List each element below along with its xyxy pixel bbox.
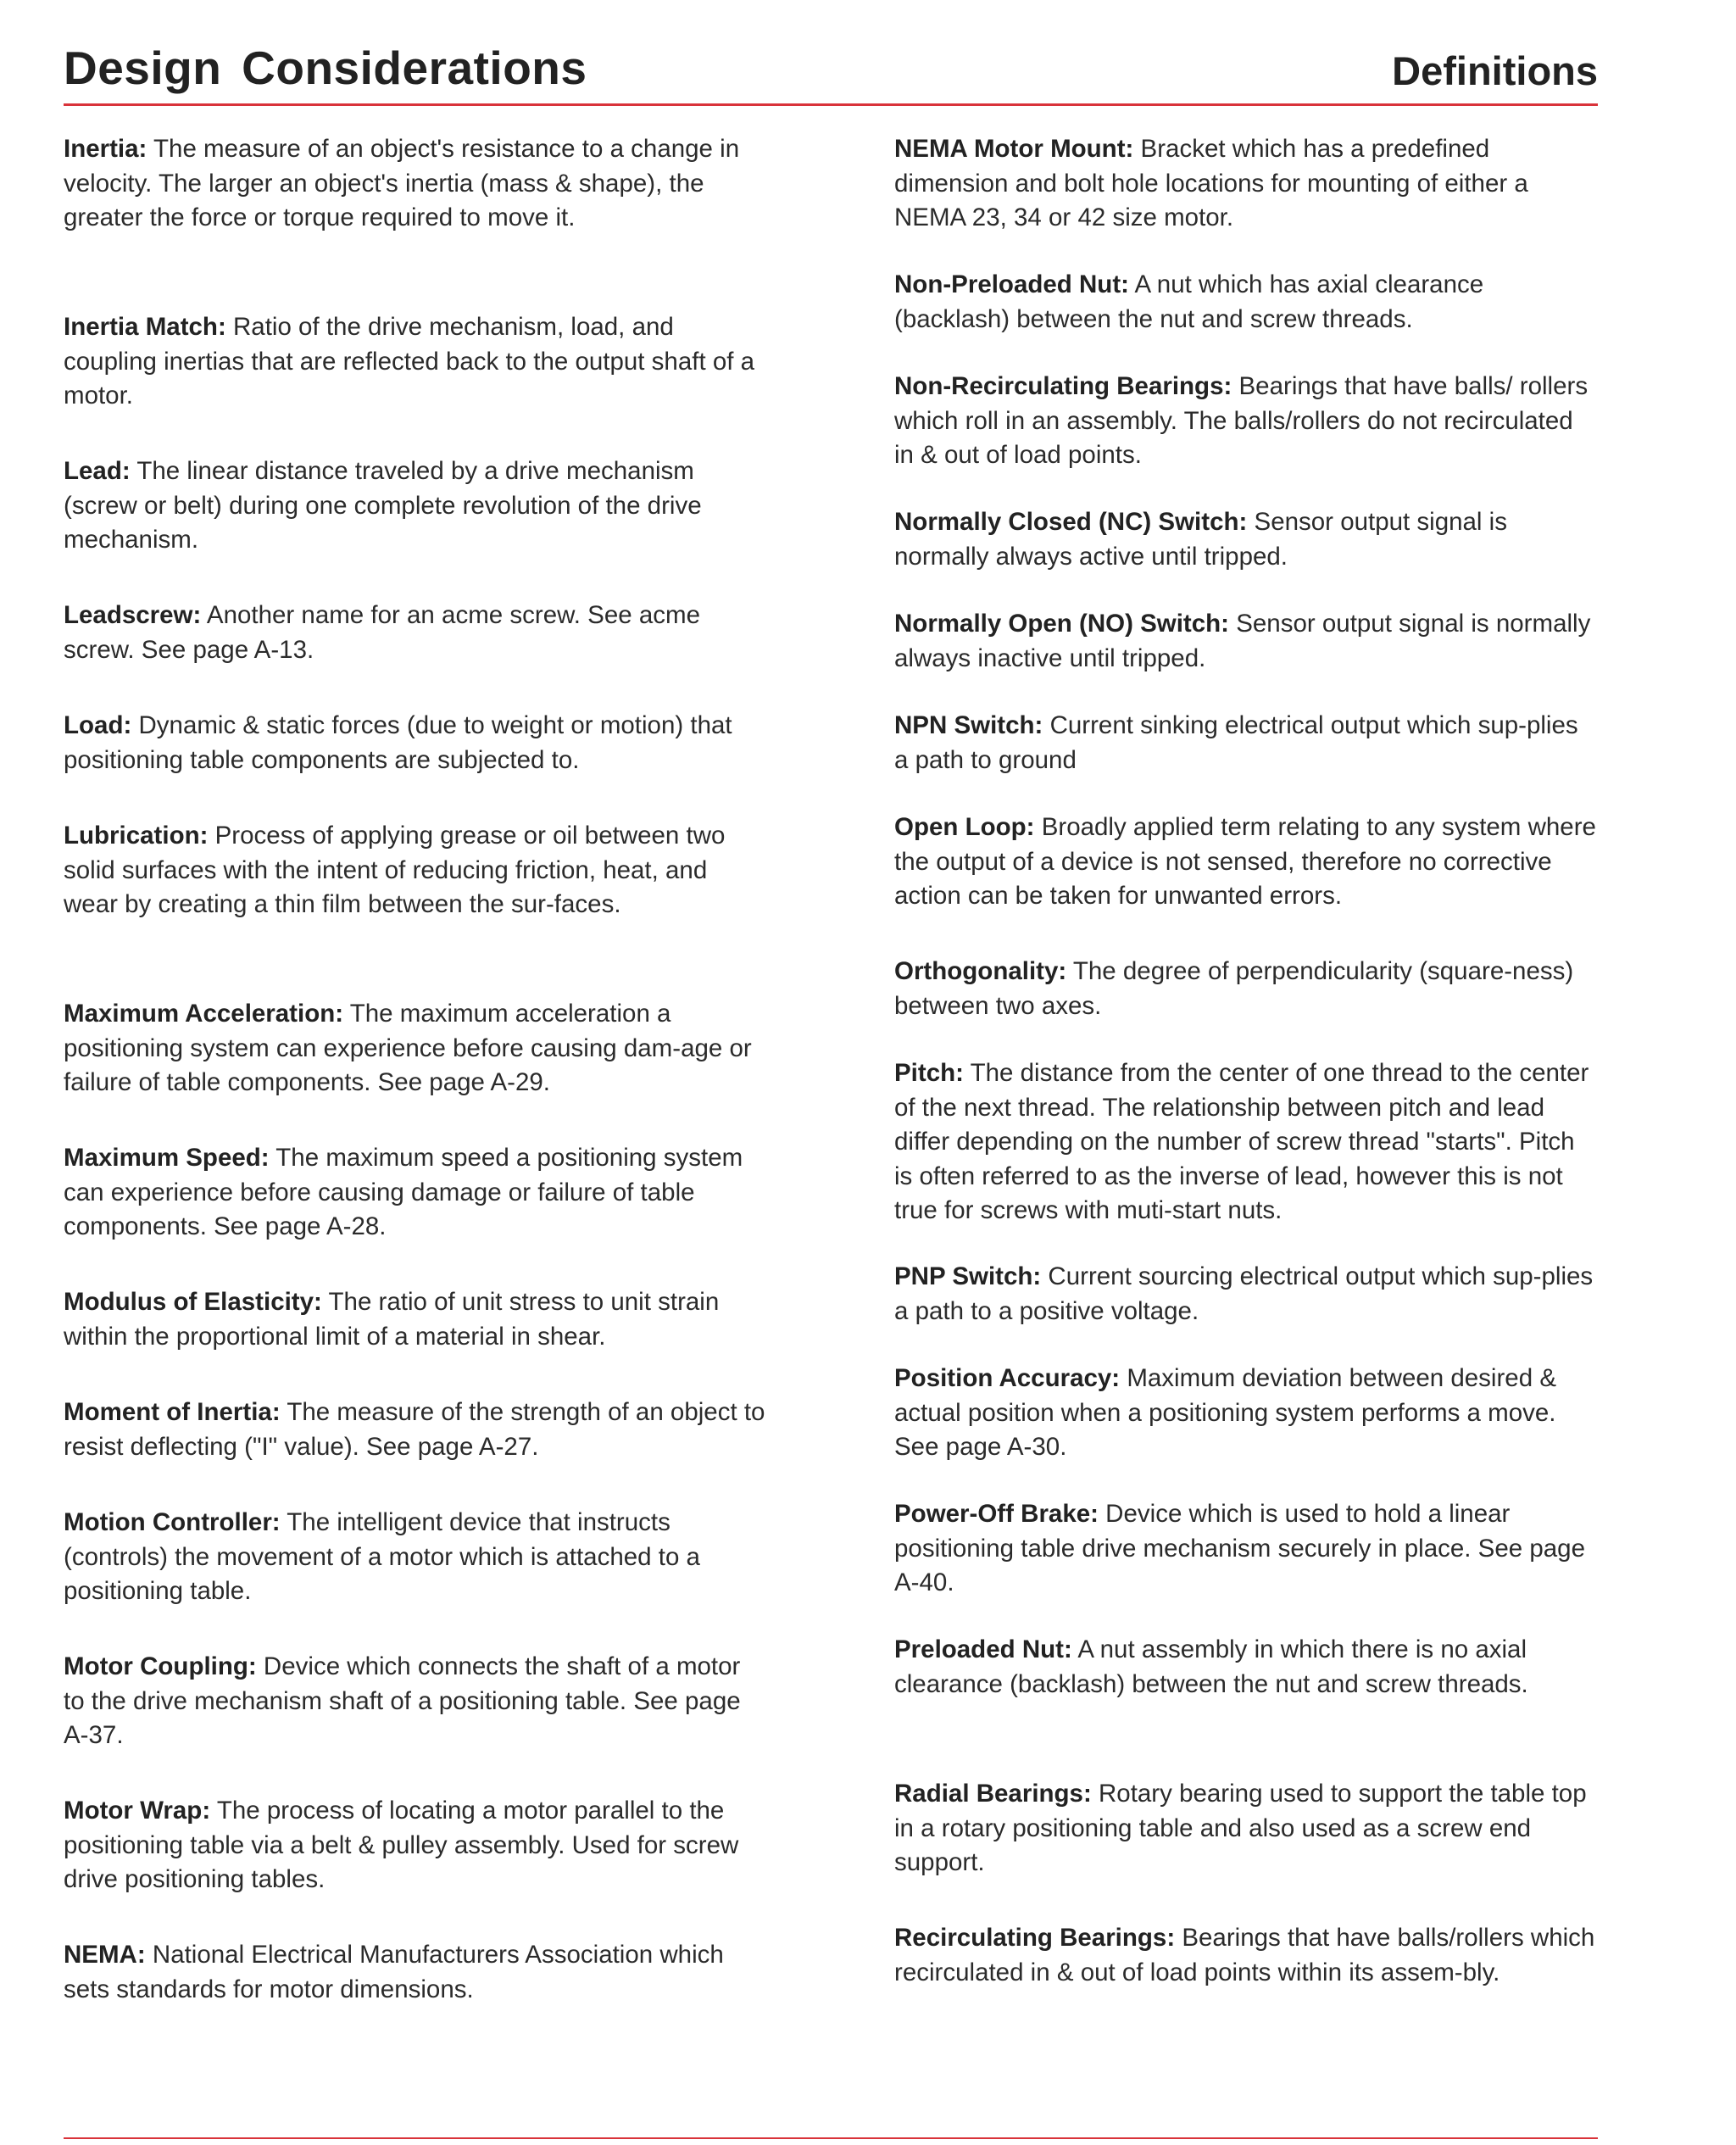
definition-term: Recirculating Bearings: xyxy=(894,1924,1176,1952)
definition-entry xyxy=(64,1141,767,1245)
definition-entry xyxy=(64,310,767,414)
definition-text: Maximum deviation between desired & actual position when a positioning system performs a move. See page A-30. xyxy=(894,1364,1556,1461)
definition-entry xyxy=(64,709,767,777)
definition-text: Bracket which has a predefined dimension and bolt hole locations for mounting of either a NEMA 23, 34 or 42 size motor. xyxy=(894,135,1528,231)
definition-text: Device which connects the shaft of a motor to the drive mechanism shaft of a positioning table. See page A-37. xyxy=(64,1652,741,1749)
page-title: Design Considerations xyxy=(64,42,587,94)
definition-term: Maximum Speed: xyxy=(64,1144,270,1172)
definition-entry xyxy=(64,1396,767,1464)
definition-entry xyxy=(894,1633,1598,1702)
definition-entry xyxy=(894,132,1598,236)
definition-entry xyxy=(894,1497,1598,1601)
definition-text: Sensor output signal is normally always inactive until tripped. xyxy=(894,610,1591,672)
definition-term: Preloaded Nut: xyxy=(894,1635,1072,1663)
definition-text: Process of applying grease or oil between two solid surfaces with the intent of reducing friction, heat, and wear by creating a thin film between the sur-faces. xyxy=(64,822,726,918)
definition-term: Normally Open (NO) Switch: xyxy=(894,610,1230,638)
definition-entry xyxy=(894,1260,1598,1329)
definition-entry xyxy=(64,819,767,922)
definition-entry xyxy=(894,607,1598,676)
footer-divider xyxy=(64,2137,1598,2139)
definition-entry xyxy=(894,811,1598,914)
definition-text: The process of locating a motor parallel to the positioning table via a belt & pulley assembly. Used for screw drive positioning tables. xyxy=(64,1797,739,1893)
definition-text: Ratio of the drive mechanism, load, and coupling inertias that are reflected back to the output shaft of a motor. xyxy=(64,313,755,410)
definition-text: Another name for an acme screw. See acme screw. See page A-13. xyxy=(64,601,700,664)
definition-entry xyxy=(894,370,1598,473)
definition-text: The degree of perpendicularity (square-ness) between two axes. xyxy=(894,957,1574,1020)
definition-entry xyxy=(894,505,1598,574)
definition-entry xyxy=(64,1794,767,1897)
definition-text: Bearings that have balls/rollers which recirculated in & out of load points within its assem-bly. xyxy=(894,1924,1595,1986)
definition-term: Inertia: xyxy=(64,135,147,163)
definition-text: Rotary bearing used to support the table top in a rotary positioning table and also used as a screw end support. xyxy=(894,1780,1587,1876)
definition-term: Lead: xyxy=(64,457,131,485)
definition-entry xyxy=(64,1506,767,1609)
definition-entry xyxy=(64,997,767,1100)
definition-entry xyxy=(64,454,767,558)
definition-entry xyxy=(64,1650,767,1753)
definition-text: A nut assembly in which there is no axial clearance (backlash) between the nut and screw threads. xyxy=(894,1635,1528,1698)
definition-text: The measure of an object's resistance to a change in velocity. The larger an object's inertia (mass & shape), the greater the force or torque required to move it. xyxy=(64,135,740,231)
definition-entry xyxy=(894,1362,1598,1465)
definition-term: Lubrication: xyxy=(64,822,209,850)
definition-term: Motor Coupling: xyxy=(64,1652,257,1680)
section-title: Definitions xyxy=(1392,48,1598,93)
definition-entry xyxy=(64,599,767,667)
header-divider xyxy=(64,103,1598,106)
definition-term: PNP Switch: xyxy=(894,1262,1042,1290)
definition-term: Maximum Acceleration: xyxy=(64,1000,344,1028)
definition-term: Motion Controller: xyxy=(64,1508,281,1536)
definition-text: Sensor output signal is normally always active until tripped. xyxy=(894,508,1507,571)
page-header xyxy=(64,36,1598,103)
definition-text: Broadly applied term relating to any system where the output of a device is not sensed, therefore no corrective action can be taken for unwanted errors. xyxy=(894,813,1596,910)
definition-term: Normally Closed (NC) Switch: xyxy=(894,508,1248,536)
definition-entry xyxy=(64,1938,767,2007)
definition-text: The maximum acceleration a positioning system can experience before causing dam-age or failure of table components. See page A-29. xyxy=(64,1000,752,1096)
definition-text: The maximum speed a positioning system can experience before causing damage or failure of table components. See page A-28. xyxy=(64,1144,743,1240)
definition-term: Leadscrew: xyxy=(64,601,202,629)
definition-term: Modulus of Elasticity: xyxy=(64,1288,322,1316)
definition-text: Bearings that have balls/ rollers which roll in an assembly. The balls/rollers do not recirculated in & out of load points. xyxy=(894,372,1589,469)
definition-entry xyxy=(894,268,1598,337)
definition-text: The linear distance traveled by a drive mechanism (screw or belt) during one complete revolution of the drive mechanism. xyxy=(64,457,702,554)
definition-term: Radial Bearings: xyxy=(894,1780,1092,1808)
definition-term: Orthogonality: xyxy=(894,957,1067,985)
definition-text: Dynamic & static forces (due to weight or motion) that positioning table components are subjected to. xyxy=(64,711,732,774)
definition-text: Device which is used to hold a linear positioning table drive mechanism securely in place. See page A-40. xyxy=(894,1500,1585,1596)
definition-term: Position Accuracy: xyxy=(894,1364,1121,1392)
definition-entry xyxy=(894,1921,1598,1990)
definition-term: NEMA: xyxy=(64,1941,146,1969)
definition-text: The measure of the strength of an object to resist deflecting ("I" value). See page A-27. xyxy=(64,1398,765,1461)
definition-text: A nut which has axial clearance (backlash) between the nut and screw threads. xyxy=(894,270,1484,333)
definition-entry xyxy=(64,132,767,236)
definition-term: Motor Wrap: xyxy=(64,1797,211,1825)
definition-term: Pitch: xyxy=(894,1059,964,1087)
definition-text: National Electrical Manufacturers Association which sets standards for motor dimensions. xyxy=(64,1941,724,2003)
definition-entry xyxy=(64,1285,767,1354)
definition-entry xyxy=(894,1777,1598,1880)
definition-text: Current sinking electrical output which sup-plies a path to ground xyxy=(894,711,1578,774)
definition-term: NEMA Motor Mount: xyxy=(894,135,1134,163)
definition-text: The intelligent device that instructs (controls) the movement of a motor which is attached to a positioning table. xyxy=(64,1508,700,1605)
definition-term: NPN Switch: xyxy=(894,711,1043,739)
definition-text: Current sourcing electrical output which sup-plies a path to a positive voltage. xyxy=(894,1262,1594,1325)
definition-entry xyxy=(894,1056,1598,1228)
definition-term: Load: xyxy=(64,711,132,739)
definition-term: Non-Recirculating Bearings: xyxy=(894,372,1232,400)
definition-term: Power-Off Brake: xyxy=(894,1500,1099,1528)
definition-term: Open Loop: xyxy=(894,813,1035,841)
definition-text: The distance from the center of one thread to the center of the next thread. The relationship between pitch and lead differ depending on the number of screw thread "starts". Pitch is often referred to as the inverse of lead, however this is not true for screws with muti-start nuts. xyxy=(894,1059,1589,1224)
definition-text: The ratio of unit stress to unit strain within the proportional limit of a material in shear. xyxy=(64,1288,720,1351)
definition-term: Moment of Inertia: xyxy=(64,1398,281,1426)
definition-term: Inertia Match: xyxy=(64,313,226,341)
definition-entry xyxy=(894,955,1598,1023)
definition-term: Non-Preloaded Nut: xyxy=(894,270,1129,298)
definition-entry xyxy=(894,709,1598,777)
